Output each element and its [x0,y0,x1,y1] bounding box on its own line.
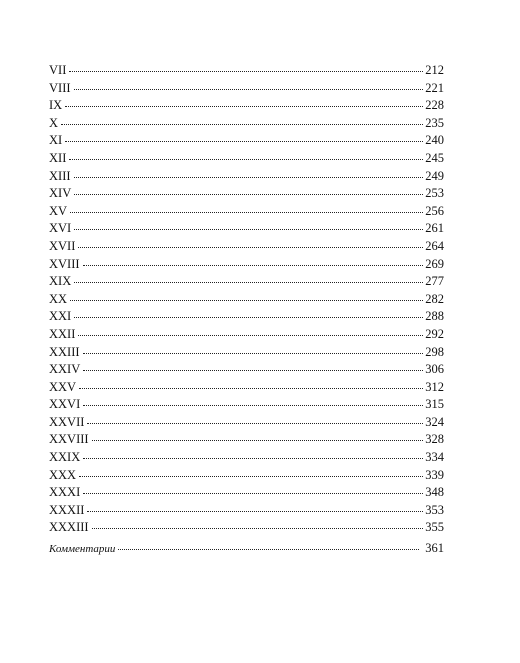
dot-leader [87,510,423,512]
toc-entry [49,361,444,379]
dot-leader [83,369,423,371]
dot-leader [65,140,423,142]
toc-entry-page-number: 306 [425,362,444,377]
dot-leader [118,548,419,550]
toc-comments-label: Комментарии [49,543,116,556]
toc-entry-label: VIII [49,80,71,95]
toc-entry-label: XXVII [49,414,85,429]
toc-entry-page-number: 298 [425,344,444,359]
toc-entry-label: XXVIII [49,432,89,447]
dot-leader [74,228,423,230]
dot-leader [74,193,423,195]
toc-entry-page-number: 256 [425,203,444,218]
dot-leader [74,88,424,90]
toc-entry [49,115,444,133]
toc-entry [49,203,444,221]
toc-entry [49,291,444,309]
toc-entry [49,132,444,150]
dot-leader [65,105,423,107]
toc-entry-page-number: 353 [425,502,444,517]
toc-entry [49,80,444,98]
toc-entry-label: XIX [49,274,72,289]
toc-entry-label: VII [49,63,67,77]
toc-entry-page-number: 277 [425,274,444,289]
toc-entry-label: XXIV [49,362,81,377]
toc-entry-page-number: 328 [425,432,444,447]
toc-entry-label: XIV [49,186,72,201]
dot-leader [78,334,423,336]
toc-entry-page-number: 261 [425,221,444,236]
toc-entry [49,220,444,238]
toc-entry [49,62,444,80]
toc-entry-page-number: 292 [425,326,444,341]
dot-leader [74,281,423,283]
toc-entry-page-number: 235 [425,115,444,130]
dot-leader [83,352,424,354]
toc-entry-label: XXX [49,467,77,482]
toc-entry-page-number: 221 [425,80,444,95]
toc-entry-label: XII [49,150,67,165]
toc-entry-label: XX [49,291,68,306]
toc-entry [49,326,444,344]
dot-leader [70,211,423,213]
dot-leader [74,316,423,318]
toc-entry [49,431,444,449]
toc-entry [49,308,444,326]
toc-entry-comments [49,540,444,558]
toc-entry [49,396,444,414]
toc-entry [49,519,444,537]
toc-entry [49,449,444,467]
toc-entry-page-number: 315 [425,397,444,412]
toc-entry [49,414,444,432]
toc-entry-page-number: 264 [425,238,444,253]
toc-entry-page-number: 253 [425,186,444,201]
toc-entry-label: IX [49,98,63,113]
toc-entry [49,467,444,485]
toc-entry-label: XVI [49,221,72,236]
toc-entry-page-number: 282 [425,291,444,306]
toc-entry-page-number: 312 [425,379,444,394]
toc-entry-label: XXII [49,326,76,341]
toc-entry-page-number: 228 [425,98,444,113]
toc-entry-page-number: 334 [425,450,444,465]
toc-entry-label: XVIII [49,256,80,271]
toc-entry-label: XVII [49,238,76,253]
toc-entry [49,273,444,291]
dot-leader [79,387,423,389]
toc-entry [49,502,444,520]
toc-entry-page-number: 249 [425,168,444,183]
toc-entry [49,150,444,168]
dot-leader [79,475,423,477]
toc-entry-page-number: 245 [425,150,444,165]
dot-leader [61,123,423,125]
toc-entry-label: XXIII [49,344,80,359]
dot-leader [78,246,423,248]
toc-entry-page-number: 324 [425,414,444,429]
toc-entry-page-number: 269 [425,256,444,271]
toc-entry-page-number: 288 [425,309,444,324]
dot-leader [69,158,423,160]
toc-entry-label: XXV [49,379,77,394]
toc-entry-label: XXVI [49,397,81,412]
toc-entry [49,168,444,186]
toc-entry-label: XI [49,133,63,148]
toc-entry-page-number: 240 [425,133,444,148]
toc-entry [49,97,444,115]
toc-entry [49,185,444,203]
table-of-contents [49,62,444,558]
toc-entry-label: XXIX [49,450,81,465]
dot-leader [74,176,424,178]
toc-entry [49,484,444,502]
toc-entry-page-number: 348 [425,485,444,500]
dot-leader [83,492,423,494]
dot-leader [83,404,423,406]
toc-entry-label: XXXII [49,502,85,517]
toc-entry-page-number: 339 [425,467,444,482]
toc-entry-label: XXI [49,309,72,324]
dot-leader [83,457,423,459]
toc-entry-label: XXXI [49,485,81,500]
toc-entry-page-number: 212 [425,63,444,77]
dot-leader [69,70,423,72]
toc-entry-label: XV [49,203,68,218]
toc-entry-page-number: 355 [425,520,444,535]
toc-entry-label: XIII [49,168,71,183]
toc-entry [49,379,444,397]
dot-leader [87,422,423,424]
dot-leader [83,264,424,266]
toc-entry-label: X [49,115,59,130]
toc-entry [49,344,444,362]
dot-leader [70,299,423,301]
toc-entry-label: XXXIII [49,520,89,535]
toc-comments-page-number: 361 [425,541,444,556]
dot-leader [92,527,424,529]
dot-leader [92,439,424,441]
toc-entry [49,238,444,256]
toc-entry [49,256,444,274]
